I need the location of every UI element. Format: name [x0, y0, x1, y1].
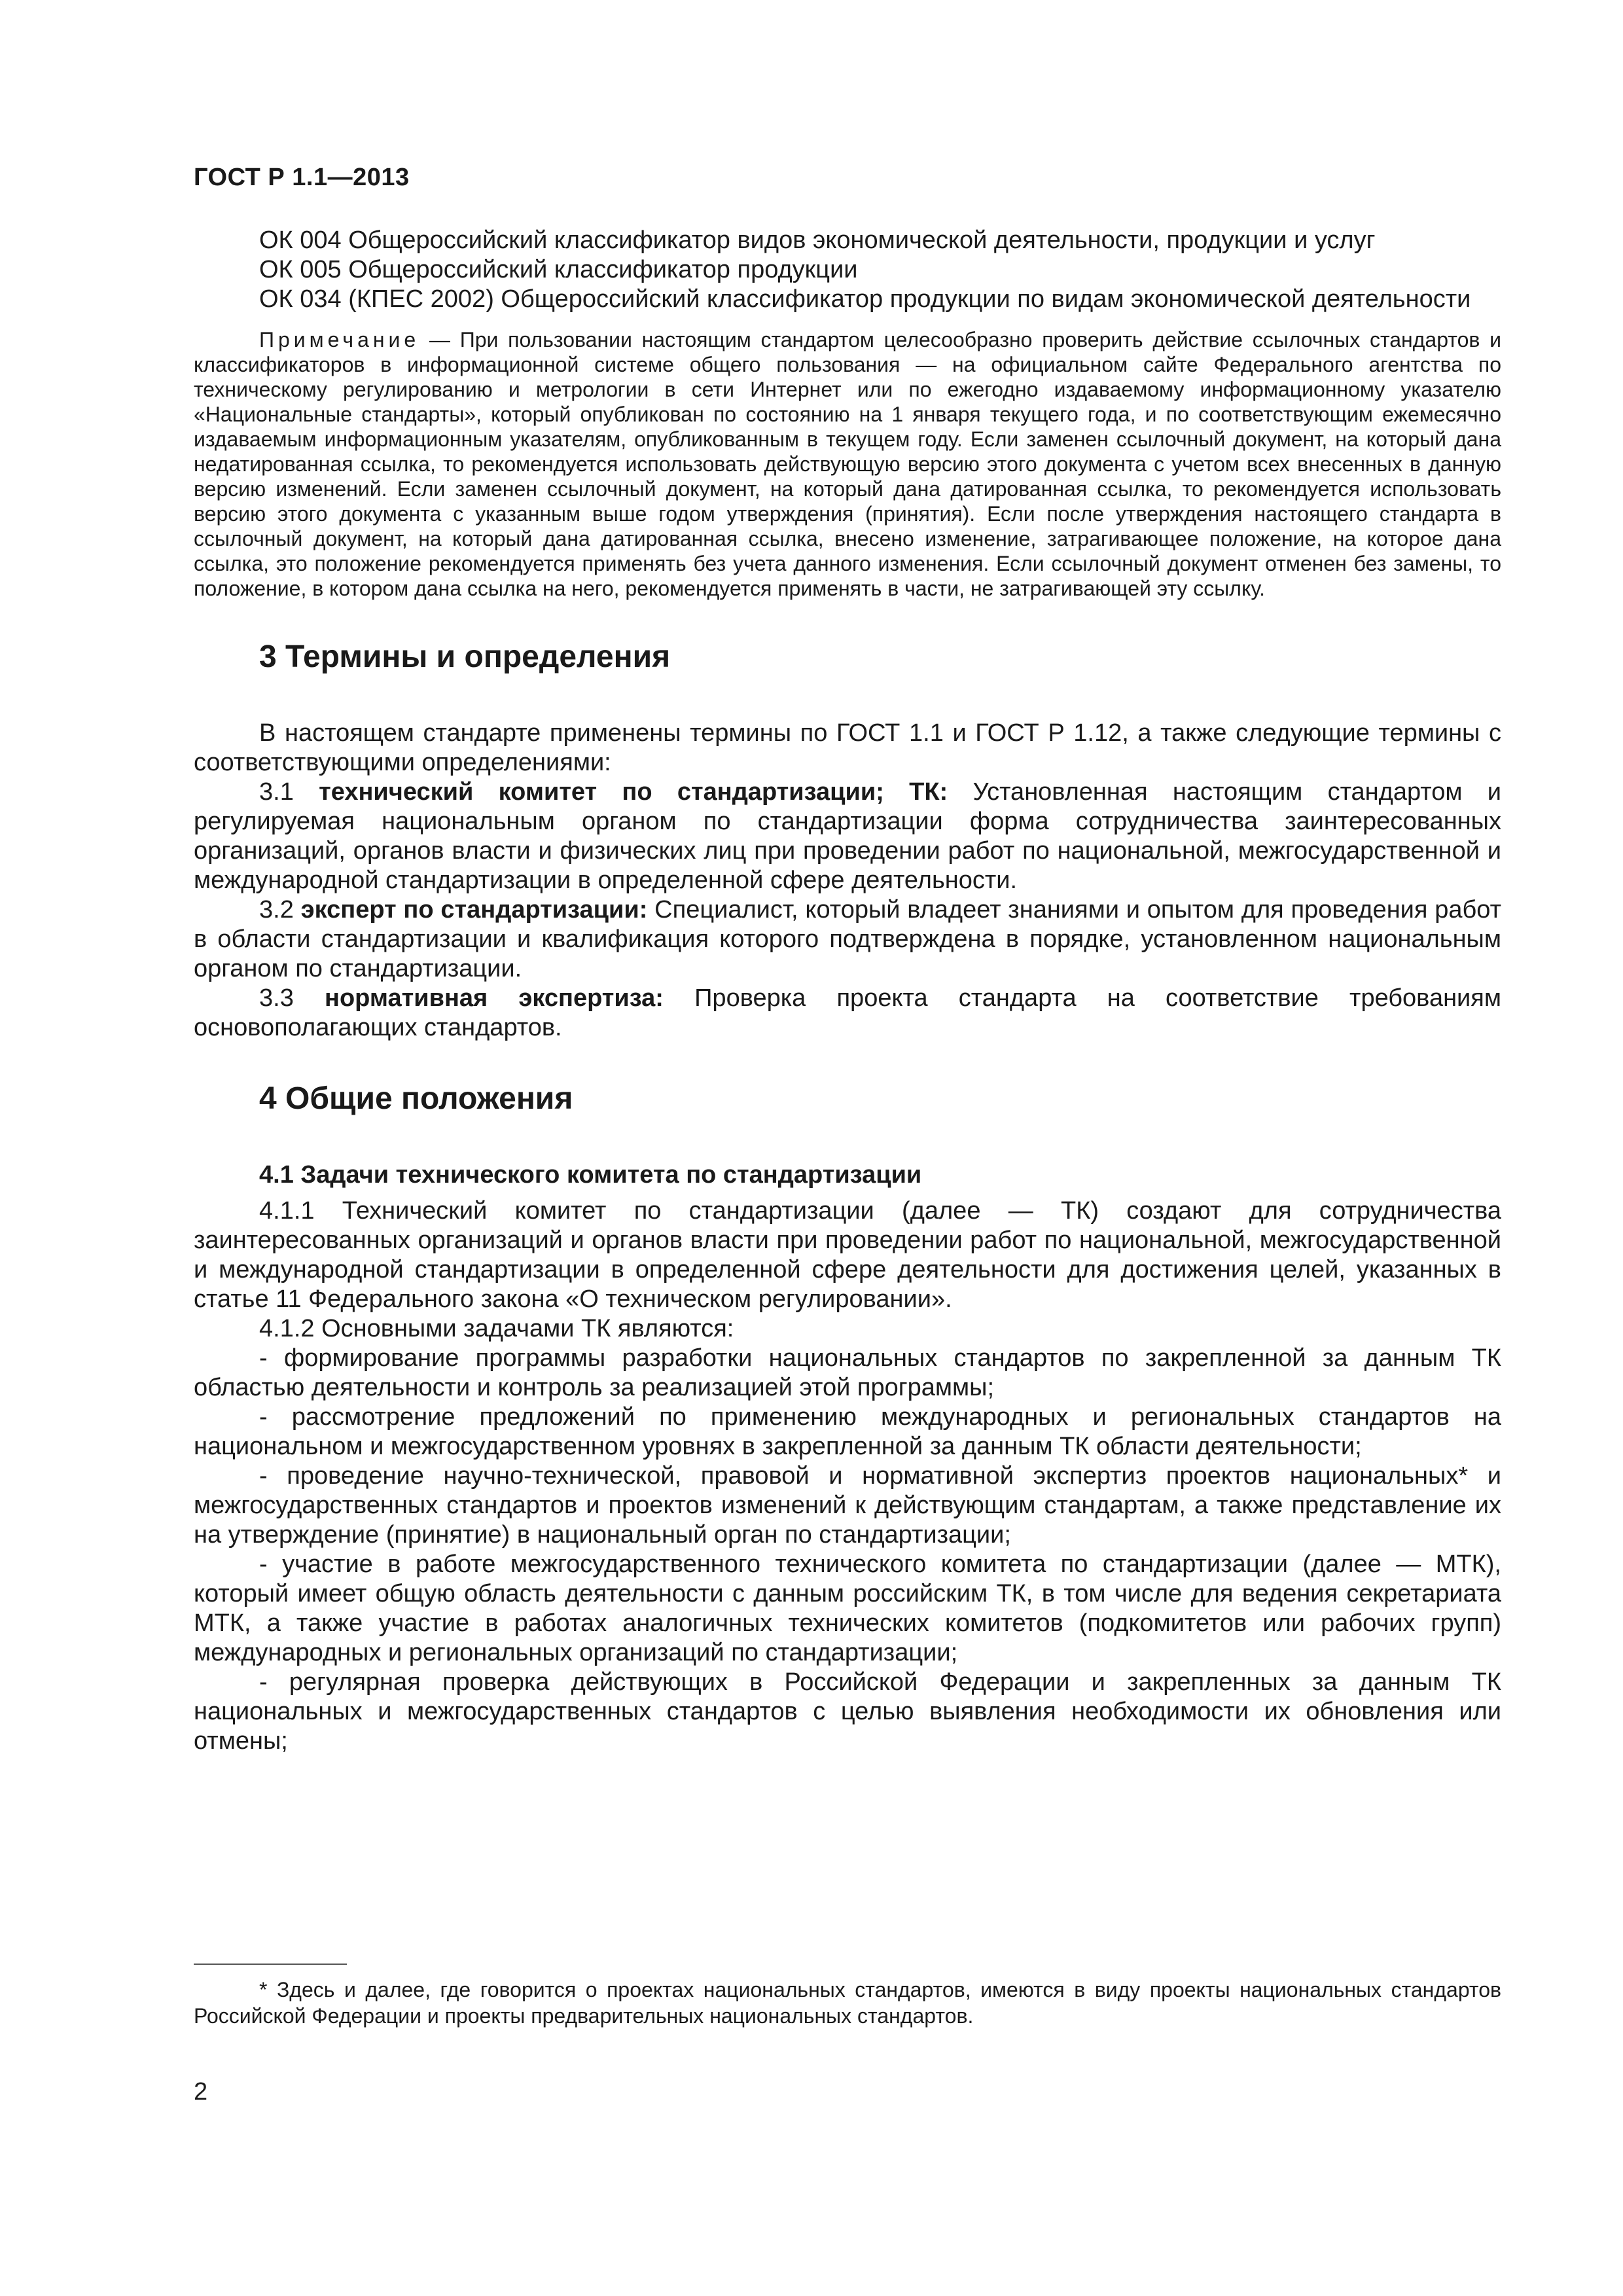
- ref-ok-005: ОК 005 Общероссийский классификатор продукции: [259, 256, 858, 283]
- term-3-1: [194, 778, 1501, 895]
- term-number: 3.1: [259, 778, 319, 806]
- section-3-heading: 3 Термины и определения: [259, 639, 671, 674]
- footnote: * Здесь и далее, где говорится о проектах национальных стандартов, имеются в виду проекты национальных стандартов Российской Федерации и проекты предварительных национальных стандартов.: [194, 1978, 1501, 2028]
- task-item: - участие в работе межгосударственного технического комитета по стандартизации (далее — МТК), который имеет общую область деятельности с данным российским ТК, в том числе для ведения секретариата МТК, а также участие в работах аналогичных технических комитетов (подкомитетов или рабочих групп) международных и региональных организаций по стандартизации;: [194, 1551, 1501, 1666]
- term-3-2: [194, 895, 1501, 984]
- note-text: — При пользовании настоящим стандартом целесообразно проверить действие ссылочных стандартов и классификаторов в информационной системе общего пользования — на официальном сайте Федерального агентства по техническому регулированию и метрологии в сети Интернет или по ежегодно издаваемому информационному указателю «Национальные стандарты», который опубликован по состоянию на 1 января текущего года, и по соответствующим ежемесячно издаваемым информационным указателям, опубликованным в текущем году. Если заменен ссылочный документ, на который дана недатированная ссылка, то рекомендуется использовать действующую версию этого документа с учетом всех внесенных в данную версию изменений. Если заменен ссылочный документ, на который дана датированная ссылка, то рекомендуется использовать версию этого документа с указанным выше годом утверждения (принятия). Если после утверждения настоящего стандарта в ссылочный документ, на который дана датированная ссылка, внесено изменение, затрагивающее положение, на которое дана ссылка, это положение рекомендуется применять без учета данного изменения. Если ссылочный документ отменен без замены, то положение, в котором дана ссылка на него, рекомендуется применять в части, не затрагивающей эту ссылку.: [194, 328, 1501, 600]
- clause-4-1-1: 4.1.1 Технический комитет по стандартизации (далее — ТК) создают для сотрудничества заинтересованных организаций и органов власти при проведении работ по национальной, межгосударственной и международной стандартизации в определенной сфере деятельности для достижения целей, указанных в статье 11 Федерального закона «О техническом регулировании».: [194, 1197, 1501, 1313]
- standard-code-header: ГОСТ Р 1.1—2013: [194, 164, 410, 191]
- term-definition: Проверка проекта стандарта на соответствие требованиям основополагающих стандартов.: [194, 984, 1501, 1041]
- task-item: - формирование программы разработки национальных стандартов по закрепленной за данным ТК областью деятельности и контроль за реализацией этой программы;: [194, 1344, 1501, 1401]
- note-block: [194, 327, 1501, 601]
- term-number: 3.3: [259, 984, 325, 1012]
- term-title: нормативная экспертиза:: [325, 984, 664, 1012]
- footnote-divider: [194, 1964, 347, 1965]
- section-3-intro: В настоящем стандарте применены термины по ГОСТ 1.1 и ГОСТ Р 1.12, а также следующие термины с соответствующими определениями:: [194, 719, 1501, 776]
- ref-ok-004: ОК 004 Общероссийский классификатор видов экономической деятельности, продукции и услуг: [259, 226, 1376, 254]
- subsection-4-1-heading: 4.1 Задачи технического комитета по стандартизации: [259, 1161, 922, 1189]
- task-item: - регулярная проверка действующих в Российской Федерации и закрепленных за данным ТК национальных и межгосударственных стандартов с целью выявления необходимости их обновления или отмены;: [194, 1668, 1501, 1755]
- term-number: 3.2: [259, 896, 301, 924]
- term-title: эксперт по стандартизации:: [300, 896, 648, 924]
- page-content: [194, 226, 1501, 1756]
- ref-ok-034: ОК 034 (КПЕС 2002) Общероссийский классификатор продукции по видам экономической деятельности: [259, 285, 1471, 313]
- term-title: технический комитет по стандартизации; ТК:: [319, 778, 948, 806]
- term-definition: Установленная настоящим стандартом и регулируемая национальным органом по стандартизации форма сотрудничества заинтересованных организаций, органов власти и физических лиц при проведении работ по национальной, межгосударственной и международной стандартизации в определенной сфере деятельности.: [194, 778, 1501, 894]
- page-number: 2: [194, 2078, 208, 2106]
- task-item: - проведение научно-технической, правовой и нормативной экспертиз проектов национальных* и межгосударственных стандартов и проектов изменений к действующим стандартам, а также представление их на утверждение (принятие) в национальный орган по стандартизации;: [194, 1462, 1501, 1549]
- term-3-3: [194, 984, 1501, 1043]
- clause-4-1-2: 4.1.2 Основными задачами ТК являются:: [259, 1315, 734, 1342]
- term-definition: Специалист, который владеет знаниями и опытом для проведения работ в области стандартизации и квалификация которого подтверждена в порядке, установленном национальным органом по стандартизации.: [194, 896, 1501, 982]
- section-4-heading: 4 Общие положения: [259, 1081, 573, 1116]
- note-label: Примечание: [259, 328, 420, 351]
- task-item: - рассмотрение предложений по применению международных и региональных стандартов на национальном и межгосударственном уровнях в закрепленной за данным ТК области деятельности;: [194, 1403, 1501, 1460]
- note-paragraph: [194, 327, 1501, 601]
